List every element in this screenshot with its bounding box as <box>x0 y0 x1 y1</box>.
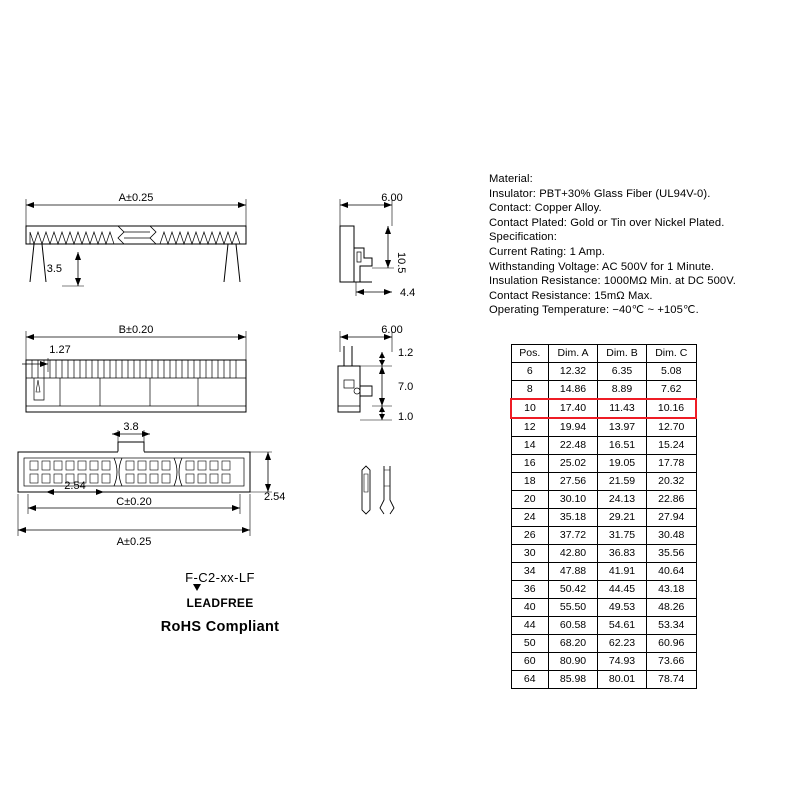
table-cell: 35.56 <box>647 545 697 563</box>
table-cell: 73.66 <box>647 653 697 671</box>
table-cell: 17.40 <box>549 399 598 418</box>
table-cell: 5.08 <box>647 363 697 381</box>
table-cell: 8 <box>511 381 549 400</box>
table-cell: 15.24 <box>647 437 697 455</box>
spec-line: Material: <box>489 173 533 185</box>
table-cell: 24 <box>511 509 549 527</box>
table-cell: 8.89 <box>598 381 647 400</box>
spec-line: Operating Temperature: −40℃ ~ +105℃. <box>489 304 699 317</box>
table-row <box>511 581 696 599</box>
table-row <box>511 635 696 653</box>
table-cell: 60.58 <box>549 617 598 635</box>
table-cell: 47.88 <box>549 563 598 581</box>
leadfree-label: LEADFREE <box>186 596 254 610</box>
table-row <box>511 653 696 671</box>
table-cell: 50 <box>511 635 549 653</box>
table-cell: 55.50 <box>549 599 598 617</box>
table-cell: 35.18 <box>549 509 598 527</box>
dim-a-top: A±0.25 <box>118 192 154 204</box>
table-cell: 12.32 <box>549 363 598 381</box>
table-cell: 44.45 <box>598 581 647 599</box>
table-cell: 17.78 <box>647 455 697 473</box>
table-cell: 49.53 <box>598 599 647 617</box>
table-cell: 10.16 <box>647 399 697 418</box>
table-row <box>511 363 696 381</box>
table-header-cell: Dim. B <box>598 345 647 363</box>
table-cell: 31.75 <box>598 527 647 545</box>
table-cell: 54.61 <box>598 617 647 635</box>
dim-7-0: 7.0 <box>398 381 414 393</box>
spec-line: Withstanding Voltage: AC 500V for 1 Minute. <box>489 260 715 273</box>
table-cell: 27.56 <box>549 473 598 491</box>
dim-1-0: 1.0 <box>398 411 414 423</box>
dim-3-5: 3.5 <box>46 263 62 275</box>
table-cell: 42.80 <box>549 545 598 563</box>
dim-1-27: 1.27 <box>49 344 71 356</box>
table-header-cell: Dim. C <box>647 345 697 363</box>
table-row <box>511 473 696 491</box>
table-cell: 27.94 <box>647 509 697 527</box>
specifications-block <box>489 172 789 318</box>
spec-line: Contact Plated: Gold or Tin over Nickel Plated. <box>489 216 725 229</box>
table-cell: 50.42 <box>549 581 598 599</box>
dim-10-5: 10.5 <box>395 252 407 274</box>
dim-6-00-mid: 6.00 <box>381 324 403 336</box>
dim-4-4: 4.4 <box>400 287 416 299</box>
dim-2-54-h: 2.54 <box>64 480 86 492</box>
table-header-cell: Pos. <box>511 345 549 363</box>
spec-line: Contact: Copper Alloy. <box>489 202 602 215</box>
table-cell: 6 <box>511 363 549 381</box>
table-cell: 62.23 <box>598 635 647 653</box>
table-cell: 85.98 <box>549 671 598 689</box>
table-header-cell: Dim. A <box>549 345 598 363</box>
table-cell: 13.97 <box>598 418 647 437</box>
table-cell: 18 <box>511 473 549 491</box>
table-cell: 10 <box>511 399 549 418</box>
dim-3-8: 3.8 <box>123 421 139 433</box>
part-number-label: F-C2-xx-LF <box>185 570 255 585</box>
table-header-row <box>511 345 696 363</box>
table-cell: 64 <box>511 671 549 689</box>
table-row <box>511 527 696 545</box>
table-cell: 24.13 <box>598 491 647 509</box>
table-row <box>511 509 696 527</box>
table-cell: 14.86 <box>549 381 598 400</box>
spec-line: Insulation Resistance: 1000MΩ Min. at DC 500V. <box>489 275 736 288</box>
table-row <box>511 545 696 563</box>
dimension-table <box>510 344 697 689</box>
table-cell: 36.83 <box>598 545 647 563</box>
table-cell: 6.35 <box>598 363 647 381</box>
dim-6-00-top: 6.00 <box>381 192 403 204</box>
table-cell: 80.01 <box>598 671 647 689</box>
table-cell: 20 <box>511 491 549 509</box>
table-row <box>511 491 696 509</box>
dim-c: C±0.20 <box>116 496 152 508</box>
table-cell: 43.18 <box>647 581 697 599</box>
table-cell: 16.51 <box>598 437 647 455</box>
rohs-compliant-label: RoHS Compliant <box>160 619 280 635</box>
table-cell: 44 <box>511 617 549 635</box>
table-cell: 68.20 <box>549 635 598 653</box>
table-cell: 78.74 <box>647 671 697 689</box>
table-row <box>511 617 696 635</box>
table-cell: 25.02 <box>549 455 598 473</box>
table-cell: 20.32 <box>647 473 697 491</box>
arrow-down-icon <box>193 584 201 591</box>
table-row <box>511 455 696 473</box>
table-cell: 19.94 <box>549 418 598 437</box>
table-cell: 16 <box>511 455 549 473</box>
table-cell: 40 <box>511 599 549 617</box>
table-cell: 37.72 <box>549 527 598 545</box>
table-cell: 41.91 <box>598 563 647 581</box>
table-cell: 40.64 <box>647 563 697 581</box>
spec-line: Contact Resistance: 15mΩ Max. <box>489 289 653 302</box>
table-cell: 7.62 <box>647 381 697 400</box>
table-cell: 12 <box>511 418 549 437</box>
spec-line: Specification: <box>489 231 557 244</box>
table-cell: 12.70 <box>647 418 697 437</box>
table-row <box>511 563 696 581</box>
dim-b: B±0.20 <box>118 324 154 336</box>
spec-line: Current Rating: 1 Amp. <box>489 245 605 258</box>
table-row <box>511 418 696 437</box>
table-row <box>511 437 696 455</box>
table-cell: 74.93 <box>598 653 647 671</box>
table-row <box>511 599 696 617</box>
dim-a-bottom: A±0.25 <box>116 536 152 548</box>
table-cell: 30.48 <box>647 527 697 545</box>
table-cell: 30 <box>511 545 549 563</box>
table-cell: 14 <box>511 437 549 455</box>
table-cell: 11.43 <box>598 399 647 418</box>
table-cell: 22.86 <box>647 491 697 509</box>
table-body <box>511 363 696 689</box>
table-cell: 48.26 <box>647 599 697 617</box>
table-row <box>511 381 696 400</box>
dim-2-54-v: 2.54 <box>264 491 286 503</box>
table-cell: 30.10 <box>549 491 598 509</box>
table-cell: 60 <box>511 653 549 671</box>
table-row-highlighted <box>511 399 696 418</box>
table-cell: 34 <box>511 563 549 581</box>
dimension-table-container <box>510 344 697 689</box>
table-cell: 36 <box>511 581 549 599</box>
table-cell: 19.05 <box>598 455 647 473</box>
table-cell: 80.90 <box>549 653 598 671</box>
dim-1-2: 1.2 <box>398 347 414 359</box>
table-cell: 53.34 <box>647 617 697 635</box>
table-cell: 22.48 <box>549 437 598 455</box>
table-cell: 29.21 <box>598 509 647 527</box>
table-cell: 60.96 <box>647 635 697 653</box>
table-cell: 26 <box>511 527 549 545</box>
table-row <box>511 671 696 689</box>
spec-line: Insulator: PBT+30% Glass Fiber (UL94V-0). <box>489 187 711 200</box>
table-cell: 21.59 <box>598 473 647 491</box>
